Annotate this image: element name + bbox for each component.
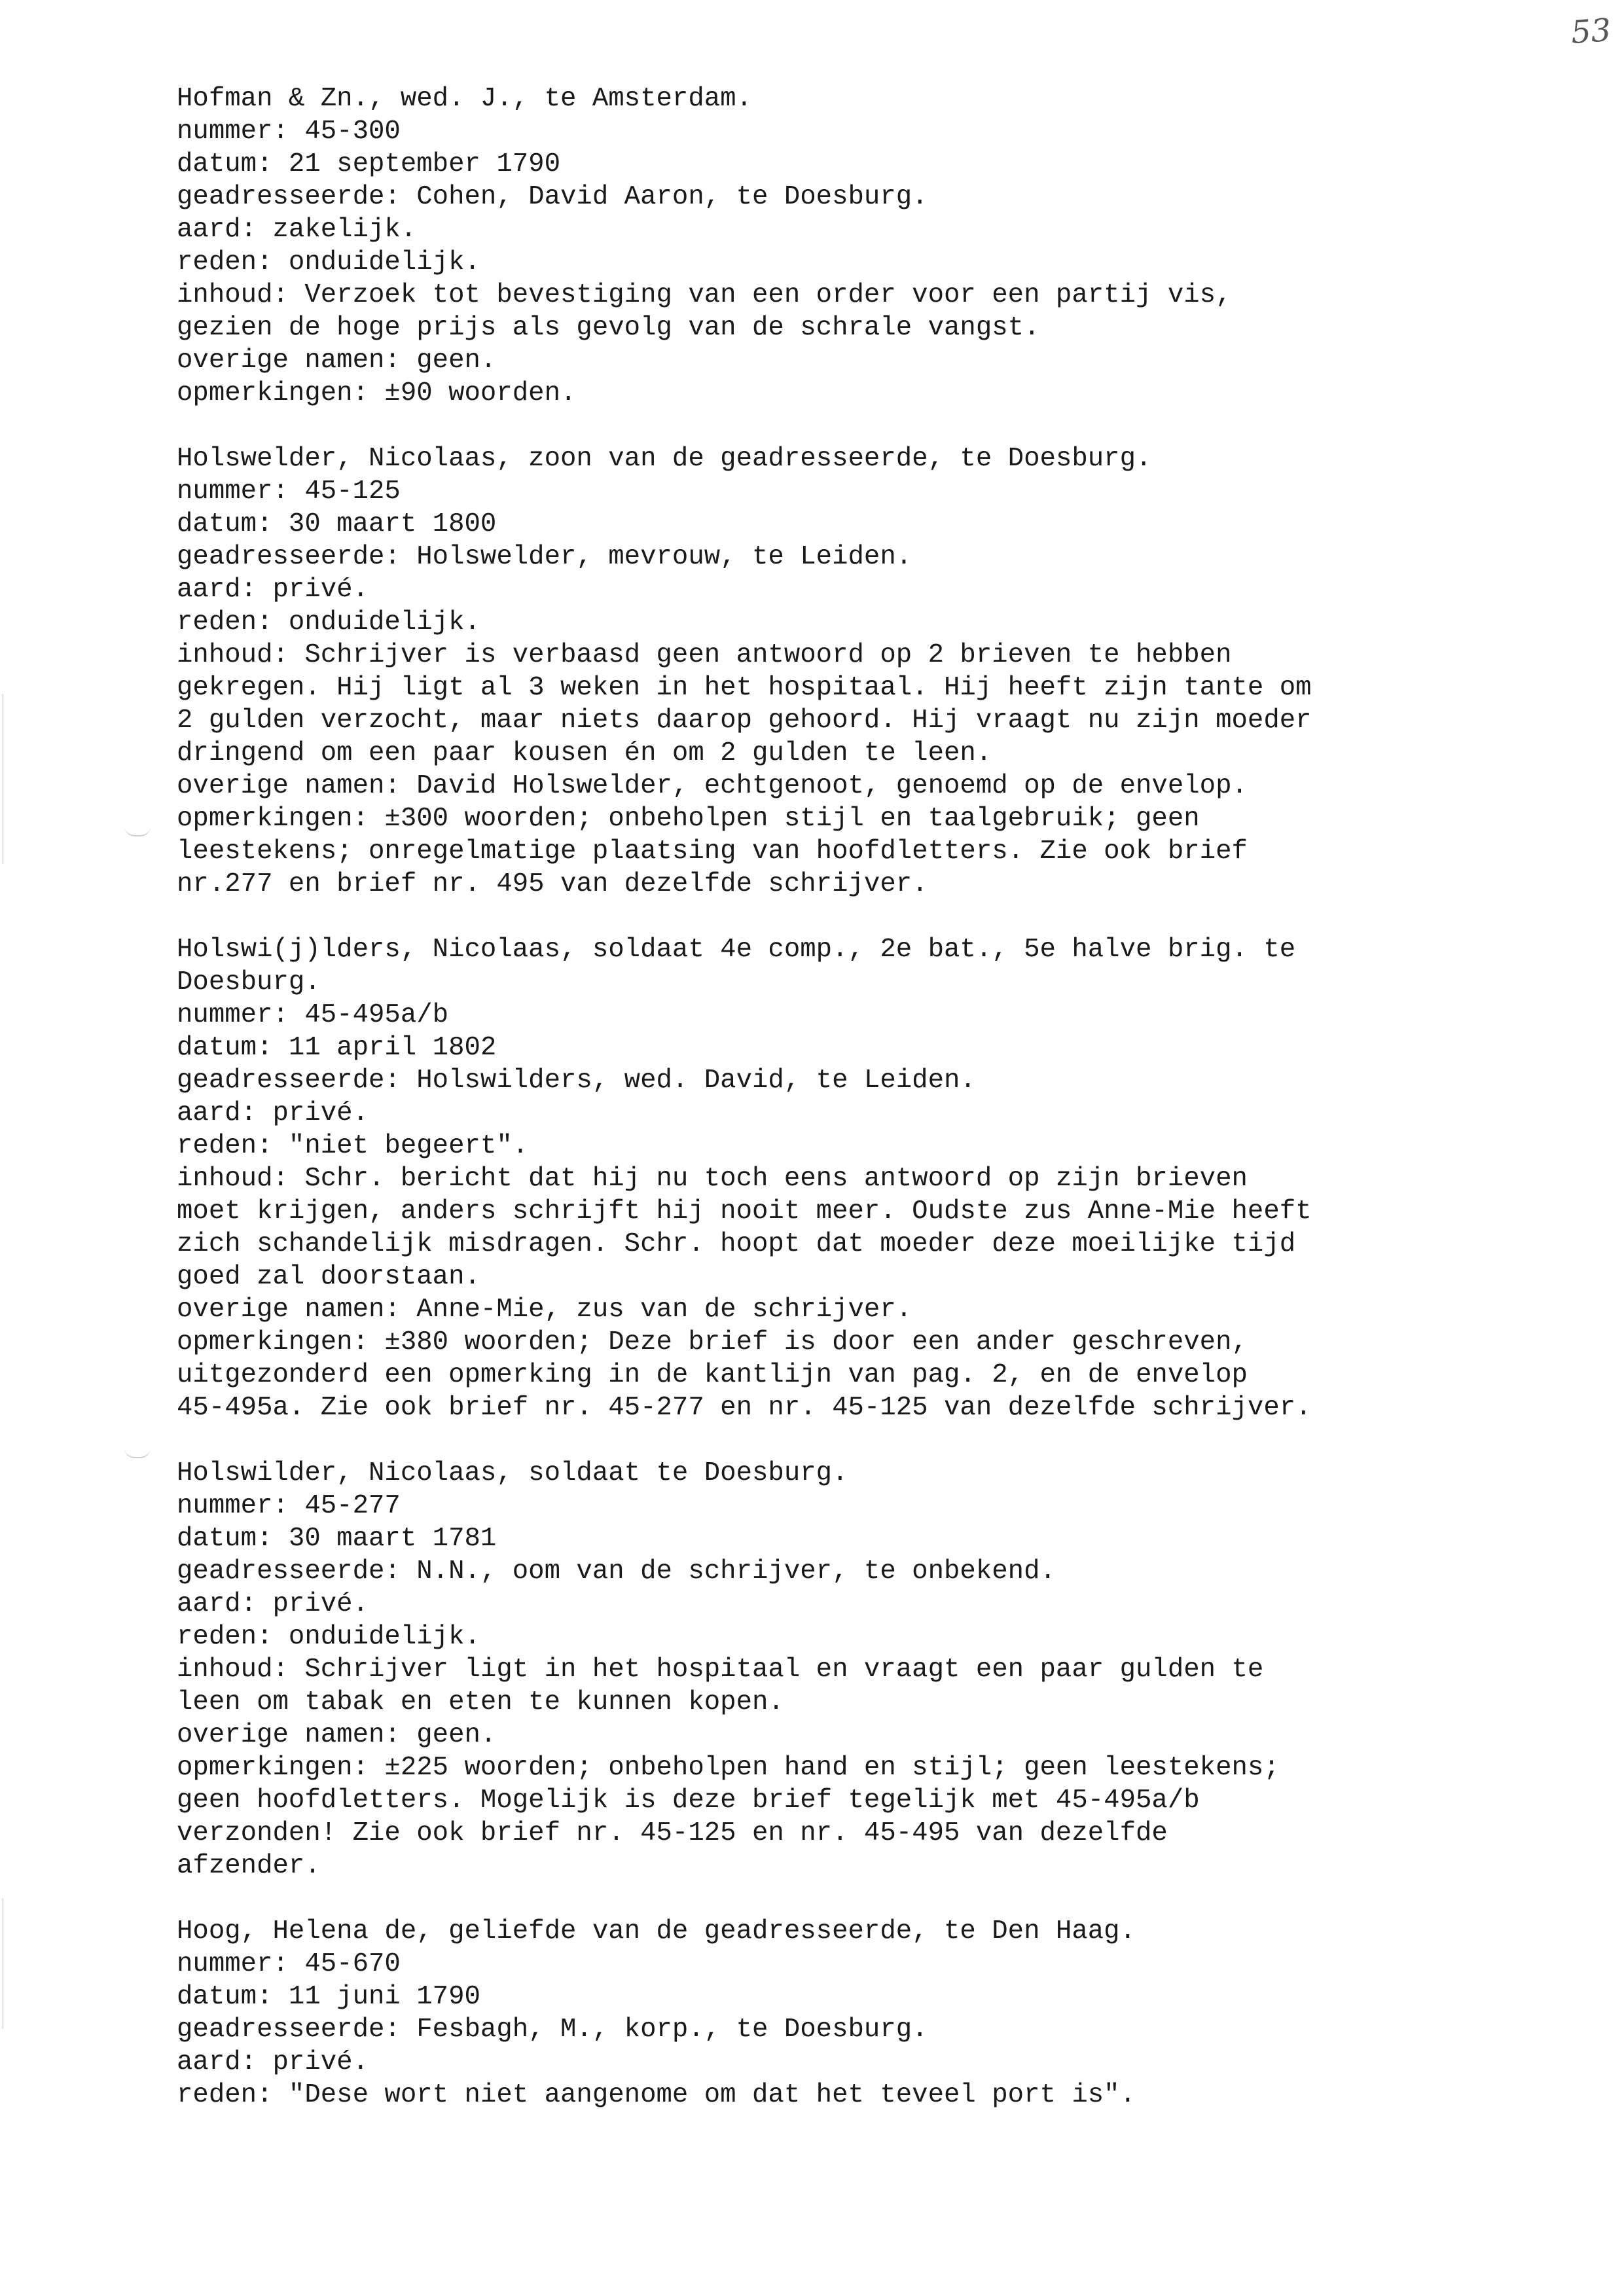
entry-heading: Holswi(j)lders, Nicolaas, soldaat 4e comp., 2e bat., 5e halve brig. te: [177, 935, 1296, 965]
page-number: 53: [1570, 11, 1612, 52]
entry-line: overige namen: David Holswelder, echtgenoot, genoemd op de envelop.: [177, 771, 1248, 801]
entry-line: nummer: 45-495a/b: [177, 1000, 449, 1030]
letter-entry: [177, 933, 1486, 1424]
entry-line: overige namen: Anne-Mie, zus van de schrijver.: [177, 1295, 912, 1325]
entry-line: reden: "Dese wort niet aangenome om dat het teveel port is".: [177, 2080, 1136, 2110]
entry-line: afzender.: [177, 1851, 321, 1881]
entry-line: dringend om een paar kousen én om 2 gulden te leen.: [177, 738, 992, 768]
entry-line: aard: privé.: [177, 575, 369, 605]
entry-line: reden: "niet begeert".: [177, 1131, 529, 1161]
entry-line: reden: onduidelijk.: [177, 1622, 480, 1652]
entry-line: nummer: 45-277: [177, 1491, 401, 1521]
entry-line: inhoud: Verzoek tot bevestiging van een order voor een partij vis,: [177, 280, 1232, 310]
entry-line: opmerkingen: ±300 woorden; onbeholpen stijl en taalgebruik; geen: [177, 804, 1200, 834]
entry-line: 2 gulden verzocht, maar niets daarop gehoord. Hij vraagt nu zijn moeder: [177, 706, 1312, 736]
margin-mark: [124, 826, 151, 836]
letter-entry: [177, 1457, 1486, 1882]
entry-line: datum: 11 juni 1790: [177, 1982, 480, 2012]
entry-line: nummer: 45-125: [177, 476, 401, 507]
letter-entry: [177, 82, 1486, 410]
entry-line: inhoud: Schrijver ligt in het hospitaal en vraagt een paar gulden te: [177, 1655, 1264, 1685]
entry-line: gezien de hoge prijs als gevolg van de schrale vangst.: [177, 313, 1040, 343]
entry-heading: Hoog, Helena de, geliefde van de geadresseerde, te Den Haag.: [177, 1916, 1136, 1946]
entry-line: leen om tabak en eten te kunnen kopen.: [177, 1687, 784, 1717]
entry-line: geadresseerde: Fesbagh, M., korp., te Doesburg.: [177, 2015, 928, 2045]
letter-entry: [177, 442, 1486, 901]
margin-mark: [124, 1448, 151, 1458]
entry-line: uitgezonderd een opmerking in de kantlijn van pag. 2, en de envelop: [177, 1360, 1248, 1390]
entry-line: geen hoofdletters. Mogelijk is deze brief tegelijk met 45-495a/b: [177, 1785, 1200, 1816]
entry-line: zich schandelijk misdragen. Schr. hoopt dat moeder deze moeilijke tijd: [177, 1229, 1296, 1259]
entry-line: nr.277 en brief nr. 495 van dezelfde schrijver.: [177, 869, 928, 899]
entry-line: datum: 30 maart 1781: [177, 1524, 497, 1554]
entry-line: nummer: 45-670: [177, 1949, 401, 1979]
entry-line: aard: privé.: [177, 2047, 369, 2077]
entry-heading: Holswelder, Nicolaas, zoon van de geadresseerde, te Doesburg.: [177, 444, 1152, 474]
entry-line: aard: privé.: [177, 1098, 369, 1128]
entry-line: opmerkingen: ±225 woorden; onbeholpen hand en stijl; geen leestekens;: [177, 1753, 1280, 1783]
entry-list: [177, 82, 1486, 2144]
entry-line: reden: onduidelijk.: [177, 607, 480, 637]
entry-line: geadresseerde: Cohen, David Aaron, te Doesburg.: [177, 182, 928, 212]
entry-line: geadresseerde: Holswilders, wed. David, te Leiden.: [177, 1066, 976, 1096]
letter-entry: [177, 1915, 1486, 2111]
entry-line: Doesburg.: [177, 967, 321, 997]
entry-line: overige namen: geen.: [177, 1720, 497, 1750]
entry-line: nummer: 45-300: [177, 117, 401, 147]
entry-line: datum: 21 september 1790: [177, 149, 560, 179]
entry-heading: Hofman & Zn., wed. J., te Amsterdam.: [177, 84, 752, 114]
entry-line: inhoud: Schr. bericht dat hij nu toch eens antwoord op zijn brieven: [177, 1164, 1248, 1194]
entry-line: leestekens; onregelmatige plaatsing van hoofdletters. Zie ook brief: [177, 836, 1248, 867]
entry-line: geadresseerde: N.N., oom van de schrijver, te onbekend.: [177, 1556, 1056, 1587]
entry-line: aard: privé.: [177, 1589, 369, 1619]
entry-line: datum: 30 maart 1800: [177, 509, 497, 539]
entry-line: reden: onduidelijk.: [177, 247, 480, 278]
entry-line: opmerkingen: ±380 woorden; Deze brief is door een ander geschreven,: [177, 1327, 1248, 1357]
entry-line: inhoud: Schrijver is verbaasd geen antwoord op 2 brieven te hebben: [177, 640, 1232, 670]
entry-line: verzonden! Zie ook brief nr. 45-125 en nr. 45-495 van dezelfde: [177, 1818, 1168, 1848]
entry-line: geadresseerde: Holswelder, mevrouw, te Leiden.: [177, 542, 912, 572]
entry-line: datum: 11 april 1802: [177, 1033, 497, 1063]
entry-line: aard: zakelijk.: [177, 215, 417, 245]
entry-line: gekregen. Hij ligt al 3 weken in het hospitaal. Hij heeft zijn tante om: [177, 673, 1312, 703]
entry-line: goed zal doorstaan.: [177, 1262, 480, 1292]
entry-line: opmerkingen: ±90 woorden.: [177, 378, 577, 408]
entry-line: overige namen: geen.: [177, 346, 497, 376]
entry-line: 45-495a. Zie ook brief nr. 45-277 en nr. 45-125 van dezelfde schrijver.: [177, 1393, 1312, 1423]
entry-heading: Holswilder, Nicolaas, soldaat te Doesburg.: [177, 1458, 848, 1488]
entry-line: moet krijgen, anders schrijft hij nooit meer. Oudste zus Anne-Mie heeft: [177, 1196, 1312, 1227]
